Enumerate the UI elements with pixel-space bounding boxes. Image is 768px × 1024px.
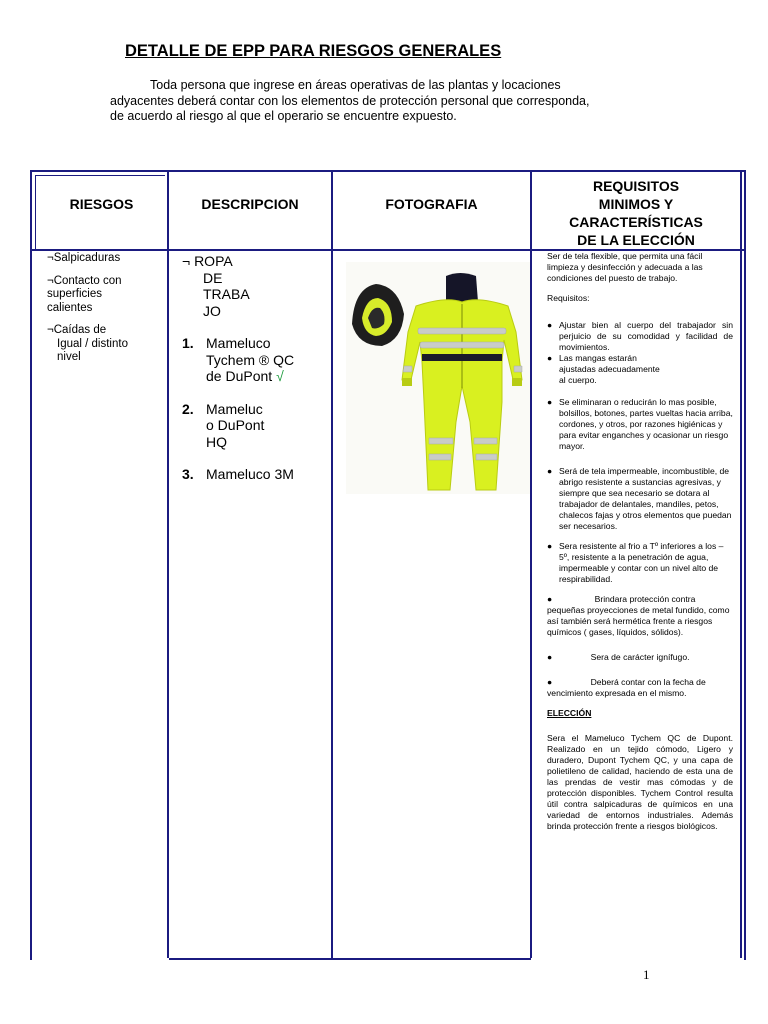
requisito-text: Sera resistente al frio a Tº inferiores a los – 5º, resistente a la penetración de agua, impermeable y contar con un nivel alto de respirabilidad.	[559, 541, 724, 584]
intro-line-2: adyacentes deberá contar con los elementos de protección personal que corresponda,	[110, 93, 590, 108]
header-descripcion: DESCRIPCION	[201, 196, 299, 212]
requisito-bullet-6	[547, 594, 733, 638]
item-2-line-3: HQ	[206, 433, 227, 450]
requisitos-label: Requisitos:	[547, 293, 590, 303]
page-title: DETALLE DE EPP PARA RIESGOS GENERALES	[125, 42, 502, 60]
header-requisitos-line-4: DE LA ELECCIÓN	[577, 232, 695, 248]
requisitos-intro: Ser de tela flexible, que permita una fácil limpieza y desinfección y adecuada a las condiciones del puesto de trabajo.	[547, 251, 703, 283]
header-requisitos	[532, 177, 740, 249]
header-requisitos-line-1: REQUISITOS	[592, 178, 680, 194]
riesgo-caidas	[47, 324, 165, 365]
requisito-text: Será de tela impermeable, incombustible, de abrigo resistente a sustancias agresivas, y siempre que sea necesario se dotara al trabajador de delantales, mandiles, petos, chalecos fajas y otros elementos que puedan ser necesarios.	[559, 466, 732, 531]
item-1-line-1: Mameluco	[206, 335, 271, 351]
intro-paragraph	[110, 78, 658, 125]
item-number: 3.	[182, 466, 194, 482]
intro-line-1: Toda persona que ingrese en áreas operativas de las plantas y locaciones	[150, 78, 561, 92]
requisito-text: Se eliminaran o reducirán lo mas posible, bolsillos, botones, partes vueltas hacia arriba, cordones, y otros, por razones higiénicas y para evitar enganches y ocasionar un riesgo mayor.	[559, 397, 733, 451]
col-line-4	[740, 172, 742, 958]
coverall-photo	[346, 262, 530, 494]
descripcion-heading-line-4: JO	[203, 302, 221, 319]
descripcion-heading-line-2: DE	[203, 269, 223, 286]
riesgo-contacto-line-1: ¬Contacto con	[47, 274, 122, 287]
riesgo-contacto	[47, 275, 165, 316]
header-requisitos-line-2: MINIMOS Y	[598, 196, 674, 212]
requisito-text: Deberá contar con la fecha de vencimiento expresada en el mismo.	[547, 677, 706, 698]
check-icon: √	[276, 368, 284, 384]
col-line-1	[167, 172, 169, 958]
header-fotografia: FOTOGRAFIA	[385, 196, 478, 212]
requisito-bullet-7	[547, 652, 733, 663]
bullet-icon: ●	[547, 594, 553, 604]
requisito-text: ajustadas adecuadamente	[559, 364, 660, 374]
item-2-line-2: o DuPont	[206, 417, 265, 433]
requisito-bullet-2	[547, 353, 733, 386]
item-3-line-1: Mameluco 3M	[206, 466, 294, 482]
bullet-icon: ●	[547, 397, 553, 407]
requisito-bullet-1	[547, 320, 733, 353]
item-1-line-3-text: de DuPont	[206, 368, 273, 384]
inner-top-line	[35, 175, 165, 176]
inner-left-line	[35, 175, 36, 249]
descripcion-cell	[182, 253, 327, 499]
requisito-bullet-4	[547, 466, 733, 532]
requisito-bullet-5	[547, 541, 733, 585]
descripcion-heading	[182, 253, 327, 319]
intro-line-3: de acuerdo al riesgo al que el operario se encuentre expuesto.	[110, 109, 457, 123]
bullet-icon: ●	[547, 320, 553, 330]
col-line-3	[530, 172, 532, 958]
bullet-icon: ●	[547, 677, 553, 687]
descripcion-heading-line-3: TRABA	[203, 286, 250, 302]
riesgo-contacto-line-3: calientes	[47, 301, 93, 314]
col-line-2	[331, 172, 333, 958]
descripcion-item-2	[182, 401, 327, 451]
requisito-text: Sera de carácter ignífugo.	[590, 652, 690, 662]
header-riesgos: RIESGOS	[69, 196, 134, 212]
item-number: 1.	[182, 335, 194, 351]
bullet-icon: ●	[547, 541, 553, 551]
riesgo-caidas-line-2: Igual / distinto	[57, 337, 128, 350]
bullet-icon: ●	[547, 466, 553, 476]
eleccion-heading: ELECCIÓN	[547, 708, 592, 718]
requisito-text: Brindara protección contra pequeñas proyecciones de metal fundido, como así también será hermética frente a riesgos químicos ( gases, líquidos, sólidos).	[547, 594, 730, 637]
requisito-bullet-8	[547, 677, 733, 699]
riesgos-list	[47, 252, 165, 374]
item-number: 2.	[182, 400, 194, 417]
riesgo-caidas-line-3: nivel	[57, 351, 81, 363]
descripcion-item-3	[182, 466, 327, 483]
header-requisitos-line-3: CARACTERÍSTICAS	[569, 214, 703, 230]
bullet-icon: ●	[547, 652, 553, 662]
riesgo-caidas-line-1: ¬Caídas de	[47, 324, 107, 336]
item-1-line-3	[206, 368, 294, 385]
riesgo-salpicaduras: ¬Salpicaduras	[47, 252, 121, 264]
bullet-icon: ●	[547, 353, 553, 363]
requisito-text: al cuerpo.	[559, 375, 597, 385]
item-2-line-1: Mameluc	[206, 400, 263, 417]
descripcion-item-1	[182, 335, 327, 385]
eleccion-text: Sera el Mameluco Tychem QC de Dupont. Realizado en un tejido cómodo, Ligero y duradero, Dupont Tychem QC, y una capa de polietileno de calidad, haciendo de esta una de las prendas de vestir mas cómodas y de protección disponibles. Tychem Control resulta útil contra salpicaduras de químicos en una variedad de entornos industriales. Además brinda protección frente a riesgos biológicos.	[547, 733, 733, 831]
item-1-line-2: Tychem ® QC	[206, 351, 295, 368]
requisito-bullet-3	[547, 397, 733, 452]
requisitos-cell	[547, 251, 733, 832]
requisito-text: Las mangas estarán	[559, 353, 637, 363]
page-number: 1	[643, 967, 650, 982]
col-line-0	[30, 170, 32, 958]
bottom-partial-line	[169, 958, 531, 960]
descripcion-heading-line-1: ¬ ROPA	[182, 253, 233, 269]
requisito-text: Ajustar bien al cuerpo del trabajador sin perjuicio de su comodidad y facilidad de movimientos.	[559, 320, 733, 352]
riesgo-contacto-line-2: superficies	[47, 288, 102, 300]
